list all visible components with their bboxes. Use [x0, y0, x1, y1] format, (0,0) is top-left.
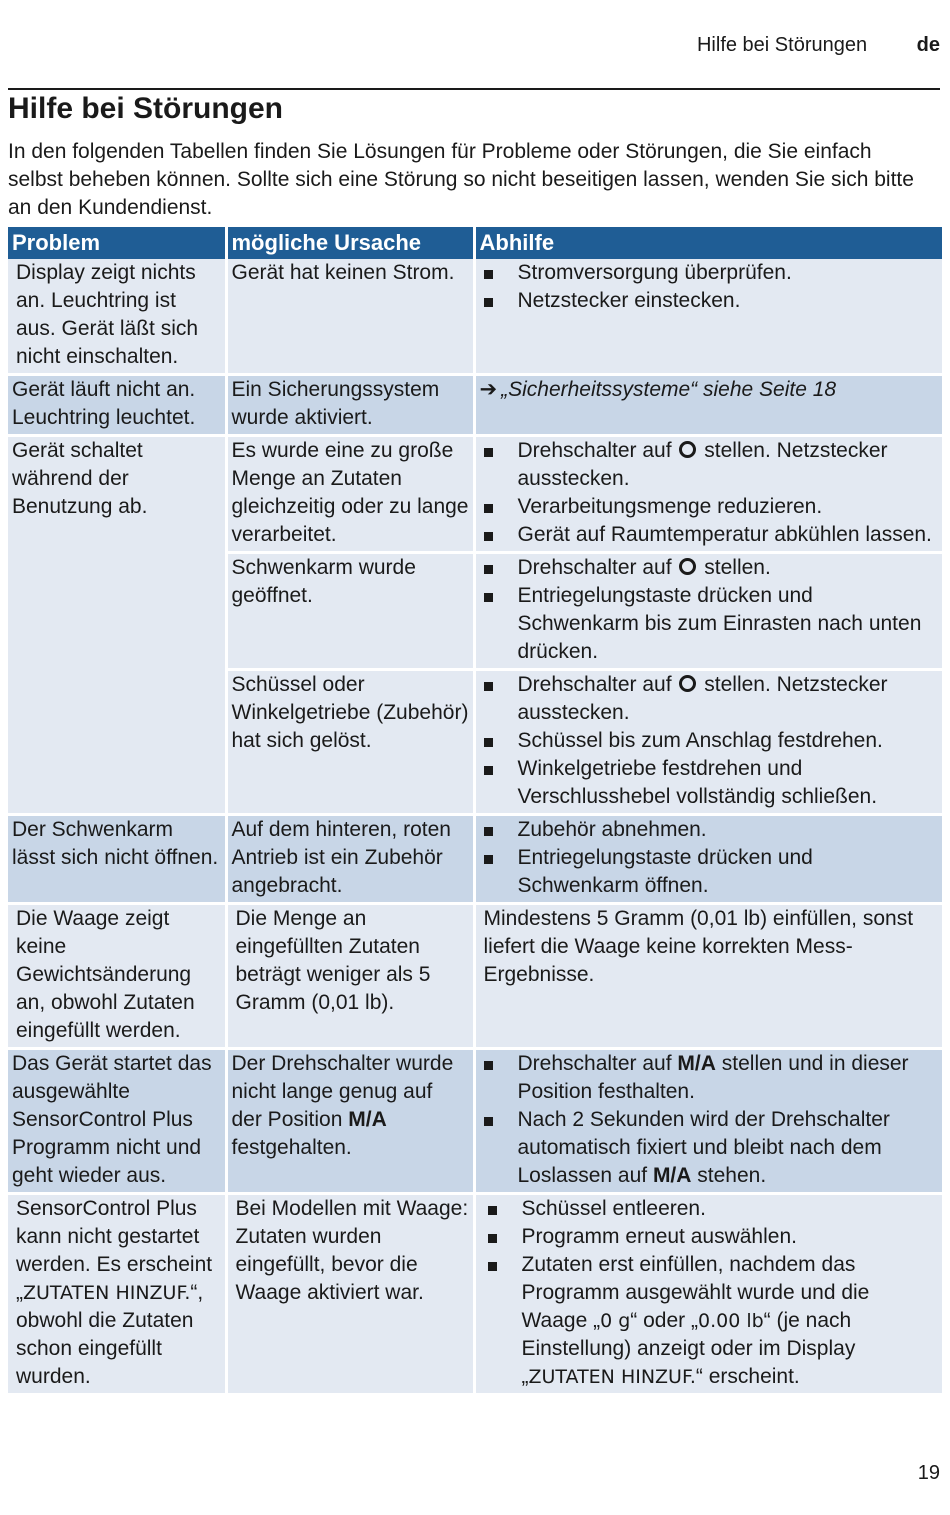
cause-cell: Auf dem hinteren, roten Antrieb ist ein Zubehör angebracht. [226, 815, 474, 904]
problem-cell: Gerät läuft nicht an. Leuchtring leuchtet. [8, 375, 226, 436]
problem-cell: SensorControl Plus kann nicht gestartet werden. Es erscheint „ZUTATEN HINZUF.“, obwohl die Zutaten schon eingefüllt wurden. [8, 1194, 226, 1395]
header-rule [8, 88, 940, 90]
remedy-cell: Mindestens 5 Gramm (0,01 lb) einfüllen, sonst liefert die Waage keine korrekten Mess-Ergebnisse. [474, 904, 942, 1049]
table-row [8, 259, 942, 375]
display-text: 0 g [600, 1310, 631, 1332]
problem-cell: Der Schwenkarm lässt sich nicht öffnen. [8, 815, 226, 904]
remedy-cell [474, 436, 942, 553]
cause-cell: Die Menge an eingefüllten Zutaten beträgt weniger als 5 Gramm (0,01 lb). [226, 904, 474, 1049]
table-row [8, 375, 942, 436]
off-position-icon [679, 441, 696, 458]
table-header-row [8, 227, 942, 259]
problem-cell: Gerät schaltet während der Benutzung ab. [8, 436, 226, 815]
problem-cell: Display zeigt nichts an. Leuchtring ist aus. Gerät läßt sich nicht einschalten. [8, 259, 226, 375]
remedy-item: Drehschalter auf stellen. Netzstecker ausstecken. [480, 437, 939, 493]
remedy-item: Entriegelungstaste drücken und Schwenkarm öffnen. [480, 844, 939, 900]
remedy-cell [474, 259, 942, 375]
remedy-cell [474, 1049, 942, 1194]
remedy-item: Drehschalter auf M/A stellen und in dieser Position festhalten. [480, 1050, 939, 1106]
troubleshooting-table [8, 227, 942, 1396]
intro-paragraph: In den folgenden Tabellen finden Sie Lösungen für Probleme oder Störungen, die Sie einfach selbst beheben können. Sollte sich eine Störung so nicht beseitigen lassen, wenden Sie sich bitte an den Kundendienst. [8, 140, 914, 219]
remedy-item: Stromversorgung überprüfen. [480, 259, 939, 287]
table-row [8, 1049, 942, 1194]
column-header-problem: Problem [8, 227, 226, 259]
remedy-item: Winkelgetriebe festdrehen und Verschlusshebel vollständig schließen. [480, 755, 939, 811]
cause-cell: Schüssel oder Winkelgetriebe (Zubehör) hat sich gelöst. [226, 670, 474, 815]
remedy-cell [474, 1194, 942, 1395]
remedy-item: Gerät auf Raumtemperatur abkühlen lassen. [480, 521, 939, 549]
off-position-icon [679, 558, 696, 575]
cause-cell: Ein Sicherungssystem wurde aktiviert. [226, 375, 474, 436]
display-text: ZUTATEN HINZUF. [528, 1366, 696, 1388]
language-code: de [916, 34, 940, 56]
off-position-icon [679, 675, 696, 692]
remedy-item: Schüssel bis zum Anschlag festdrehen. [480, 727, 939, 755]
remedy-item: Zubehör abnehmen. [480, 816, 939, 844]
table-row [8, 436, 942, 553]
cause-cell: Es wurde eine zu große Menge an Zutaten gleichzeitig oder zu lange verarbeitet. [226, 436, 474, 553]
remedy-item: Nach 2 Sekunden wird der Drehschalter automatisch fixiert und bleibt nach dem Loslassen auf M/A stehen. [480, 1106, 939, 1190]
remedy-item: Netzstecker einstecken. [480, 287, 939, 315]
display-text: 0.00 lb [697, 1310, 764, 1332]
table-row [8, 904, 942, 1049]
remedy-item: Programm erneut auswählen. [484, 1223, 939, 1251]
cross-reference: „Sicherheitssysteme“ siehe Seite 18 [501, 378, 837, 401]
remedy-cell [474, 670, 942, 815]
cause-cell: Bei Modellen mit Waage: Zutaten wurden eingefüllt, bevor die Waage aktiviert war. [226, 1194, 474, 1395]
remedy-item: Verarbeitungsmenge reduzieren. [480, 493, 939, 521]
table-row [8, 1194, 942, 1395]
remedy-item: Entriegelungstaste drücken und Schwenkarm bis zum Einrasten nach unten drücken. [480, 582, 939, 666]
remedy-cell [474, 375, 942, 436]
remedy-item: Zutaten erst einfüllen, nachdem das Programm ausgewählt wurde und die Waage „0 g“ oder „0.00 lb“ (je nach Einstellung) anzeigt oder im Display „ZUTATEN HINZUF.“ erscheint. [484, 1251, 939, 1391]
page-title: Hilfe bei Störungen [8, 92, 284, 125]
remedy-item: Drehschalter auf stellen. Netzstecker ausstecken. [480, 671, 939, 727]
column-header-cause: mögliche Ursache [226, 227, 474, 259]
cause-cell: Der Drehschalter wurde nicht lange genug auf der Position M/A festgehalten. [226, 1049, 474, 1194]
remedy-cell [474, 815, 942, 904]
cause-cell: Gerät hat keinen Strom. [226, 259, 474, 375]
problem-cell: Die Waage zeigt keine Gewichtsänderung an, obwohl Zutaten eingefüllt werden. [8, 904, 226, 1049]
running-header [697, 34, 940, 57]
remedy-cell [474, 553, 942, 670]
remedy-item: Drehschalter auf stellen. [480, 554, 939, 582]
page-number: 19 [917, 1462, 940, 1484]
running-header-section: Hilfe bei Störungen [696, 34, 868, 56]
cause-cell: Schwenkarm wurde geöffnet. [226, 553, 474, 670]
problem-cell: Das Gerät startet das ausgewählte SensorControl Plus Programm nicht und geht wieder aus. [8, 1049, 226, 1194]
table-row [8, 815, 942, 904]
arrow-right-icon: ➔ [479, 378, 498, 401]
remedy-item: Schüssel entleeren. [484, 1195, 939, 1223]
column-header-remedy: Abhilfe [474, 227, 942, 259]
display-text: ZUTATEN HINZUF. [23, 1282, 191, 1304]
